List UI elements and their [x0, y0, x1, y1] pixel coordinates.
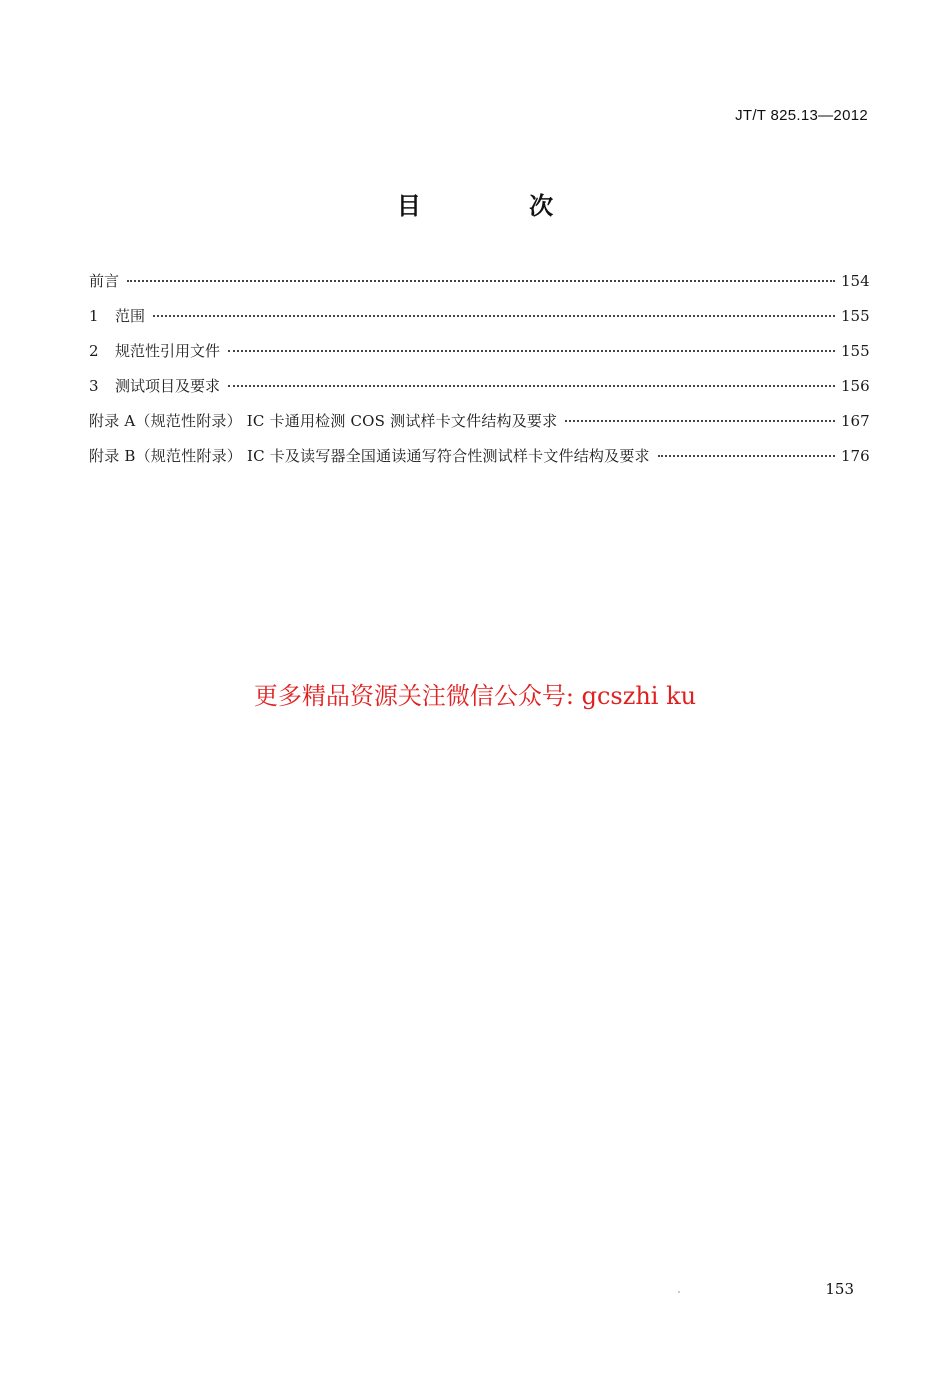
- toc-entry-annex-a[interactable]: [89, 410, 869, 445]
- toc-leader-dots: [228, 350, 835, 352]
- table-of-contents: [89, 270, 869, 480]
- toc-entry-number: 3: [89, 377, 99, 395]
- page-number: 153: [825, 1280, 854, 1298]
- toc-entry-label: 前言: [89, 272, 120, 290]
- scan-speck: [678, 1291, 680, 1293]
- toc-entry-label: 规范性引用文件: [115, 342, 221, 360]
- toc-entry-page: 167: [841, 412, 870, 430]
- standard-code: JT/T 825.13—2012: [735, 107, 868, 124]
- toc-entry-label: 附录 B（规范性附录） IC 卡及读写器全国通读通写符合性测试样卡文件结构及要求: [89, 447, 650, 465]
- toc-entry-label: 测试项目及要求: [115, 377, 221, 395]
- toc-entry-annex-b[interactable]: [89, 445, 869, 480]
- toc-entry-number: 1: [89, 307, 99, 325]
- toc-leader-dots: [228, 385, 835, 387]
- toc-entry-scope[interactable]: [89, 305, 869, 340]
- toc-leader-dots: [565, 420, 835, 422]
- toc-entry-page: 176: [841, 447, 870, 465]
- toc-entry-normative-references[interactable]: [89, 340, 869, 375]
- toc-entry-page: 156: [841, 377, 870, 395]
- toc-entry-label: 附录 A（规范性附录） IC 卡通用检测 COS 测试样卡文件结构及要求: [89, 412, 558, 430]
- toc-title: 目 次: [396, 192, 604, 220]
- toc-entry-page: 155: [841, 342, 870, 360]
- toc-leader-dots: [127, 280, 835, 282]
- toc-entry-number: 2: [89, 342, 99, 360]
- toc-entry-page: 155: [841, 307, 870, 325]
- toc-leader-dots: [153, 315, 835, 317]
- toc-entry-foreword[interactable]: [89, 270, 869, 305]
- promo-watermark-text: 更多精品资源关注微信公众号: gcszhi ku: [253, 682, 697, 710]
- toc-entry-label: 范围: [115, 307, 146, 325]
- toc-entry-test-items[interactable]: [89, 375, 869, 410]
- toc-leader-dots: [658, 455, 835, 457]
- toc-entry-page: 154: [841, 272, 870, 290]
